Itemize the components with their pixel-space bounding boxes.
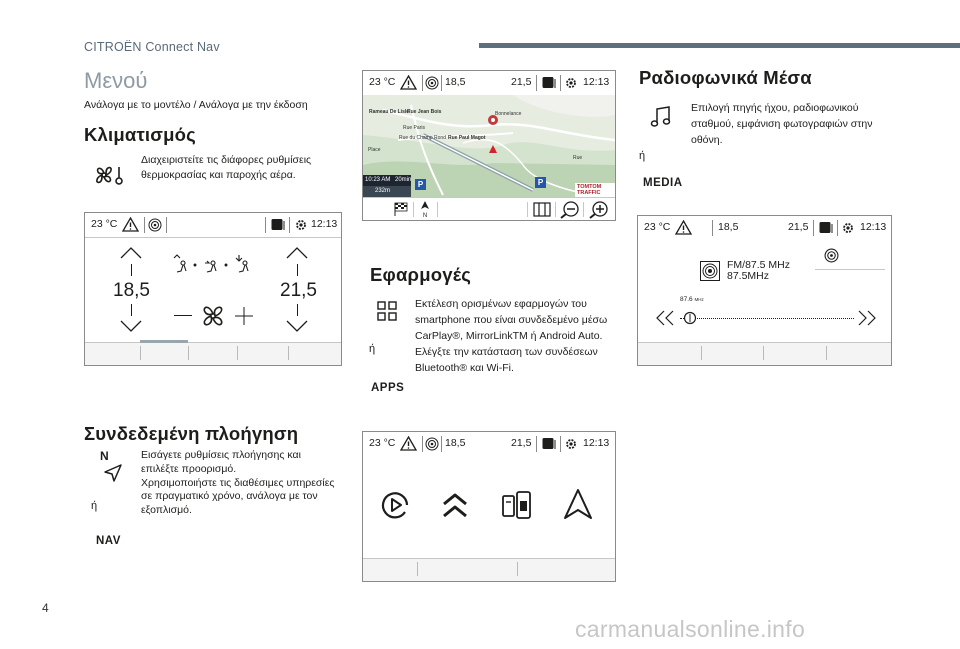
map-view[interactable]: Rameau De Lisle Rue Jean Bois Bonnelance Rue Paris Rue du Champ Rond Rue Paul Magot Place Rue 10:23 AM 20min 232m P P TOMTOM TRAFFIC [363, 95, 615, 197]
climate-bottom-bar [85, 342, 341, 365]
status-bar: 23 °C 18,5 21,5 12:13 [638, 216, 891, 240]
navigation-arrow-icon [103, 463, 123, 483]
apps-button-label[interactable]: APPS [371, 382, 405, 394]
settings-icon [564, 437, 578, 451]
apps-grid-icon [377, 301, 397, 321]
left-temp-value: 18,5 [113, 280, 150, 301]
android-auto-icon[interactable] [563, 488, 593, 520]
warning-icon [122, 217, 139, 232]
climate-desc-line2: θερμοκρασίας και παροχής αέρα. [141, 169, 296, 181]
phone-card-icon [542, 437, 556, 450]
menus-title: Μενού [84, 68, 148, 93]
navigation-text: Εισάγετε ρυθμίσεις πλοήγησης και επιλέξτε προορισμό. Χρησιμοποιήστε τις διαθέσιμες υπηρεσίες σε πραγματικό χρόνο, ανάλογα με τον εξοπλισμό. [141, 449, 335, 517]
parking-marker: P [415, 179, 426, 190]
climate-desc-line1: Διαχειριστείτε τις διάφορες ρυθμίσεις [141, 154, 312, 166]
frequency-label: 87.6 MHz [680, 296, 704, 303]
tuner-track[interactable] [680, 318, 854, 319]
carplay-icon[interactable] [380, 490, 410, 520]
navigation-or: ή [91, 500, 98, 512]
status-time: 12:13 [311, 218, 338, 230]
map-layers-icon[interactable] [533, 201, 551, 218]
apps-screen [362, 431, 616, 582]
warning-icon [400, 436, 417, 451]
nav-button-label[interactable]: NAV [96, 535, 121, 547]
navigation-heading: Συνδεδεμένη πλοήγηση [84, 423, 299, 444]
map-distance-box: 232m [363, 186, 411, 197]
tomtom-badge: TOMTOM TRAFFIC [575, 183, 615, 197]
climate-icon [93, 163, 125, 192]
apps-bottom-bar [363, 558, 615, 581]
radio-source-icon[interactable] [824, 248, 839, 263]
checkered-flag-icon[interactable] [394, 202, 408, 216]
status-bar: 23 °C 18,5 21,5 12:13 [363, 432, 615, 456]
connection-icon [148, 218, 162, 232]
parking-marker-2: P [535, 177, 546, 188]
settings-icon [294, 218, 308, 232]
right-temp-value: 21,5 [280, 280, 317, 301]
brand-header: CITROËN Connect Nav [84, 40, 220, 54]
watermark: carmanualsonline.info [575, 616, 806, 642]
svg-text:N: N [422, 213, 428, 219]
menus-subtitle: Ανάλογα με το μοντέλο / Ανάλογα με την έκδοση [84, 99, 308, 111]
warning-icon [675, 220, 692, 235]
radio-screen [637, 215, 892, 366]
radio-bottom-bar [638, 342, 891, 365]
airflow-distribution-icons[interactable] [171, 255, 261, 275]
climate-heading: Κλιματισμός [84, 124, 196, 145]
radio-text: Επιλογή πηγής ήχου, ραδιοφωνικού σταθμού, εμφάνιση φωτογραφιών στην οθόνη. [691, 102, 873, 146]
status-temp: 23 °C [91, 218, 118, 230]
media-button-label[interactable]: MEDIA [643, 177, 683, 189]
right-temp-up-icon[interactable] [286, 246, 308, 260]
phone-card-icon [271, 218, 285, 231]
phone-card-icon [542, 76, 556, 89]
android-auto-phone-icon[interactable] [502, 489, 532, 521]
status-bar: 23 °C 18,5 21,5 12:13 [363, 71, 615, 95]
zoom-out-icon[interactable] [560, 201, 580, 219]
music-note-icon [650, 106, 672, 128]
fan-icon [198, 301, 228, 331]
settings-icon [841, 221, 855, 235]
connection-icon [425, 437, 439, 451]
zoom-in-icon[interactable] [589, 201, 609, 219]
nav-north-letter: N [100, 449, 109, 463]
seek-back-icon[interactable] [655, 310, 677, 326]
radio-or: ή [639, 150, 646, 162]
fan-plus-icon[interactable] [235, 307, 253, 325]
radio-station-icon [700, 261, 720, 281]
connection-icon [425, 76, 439, 90]
seek-forward-icon[interactable] [855, 310, 877, 326]
map-eta-box: 10:23 AM 20min [363, 175, 411, 186]
tuner-cursor-icon[interactable] [682, 310, 698, 326]
station-info: FM/87.5 MHz 87.5MHz [727, 259, 791, 282]
header-bar [479, 43, 960, 48]
radio-heading: Ραδιοφωνικά Μέσα [639, 67, 812, 88]
page-number: 4 [42, 601, 49, 615]
mirrorlink-icon[interactable] [440, 492, 470, 520]
compass-icon[interactable] [419, 200, 431, 218]
phone-card-icon [819, 221, 833, 234]
climate-screen [84, 212, 342, 366]
fan-minus-icon[interactable] [174, 315, 192, 316]
right-temp-down-icon[interactable] [286, 319, 308, 333]
apps-heading: Εφαρμογές [370, 264, 472, 285]
status-bar [85, 213, 341, 237]
nav-screen [362, 70, 616, 221]
warning-icon [400, 75, 417, 90]
left-temp-down-icon[interactable] [120, 319, 142, 333]
left-temp-up-icon[interactable] [120, 246, 142, 260]
nav-toolbar [363, 197, 615, 221]
apps-text: Εκτέλεση ορισμένων εφαρμογών του smartphone που είναι συνδεδεμένο μέσω CarPlay®, MirrorLinkTM ή Android Auto. Ελέγξτε την κατάσταση των συνδέσεων Bluetooth® και Wi-Fi. [415, 298, 608, 374]
settings-icon [564, 76, 578, 90]
apps-or: ή [369, 343, 376, 355]
